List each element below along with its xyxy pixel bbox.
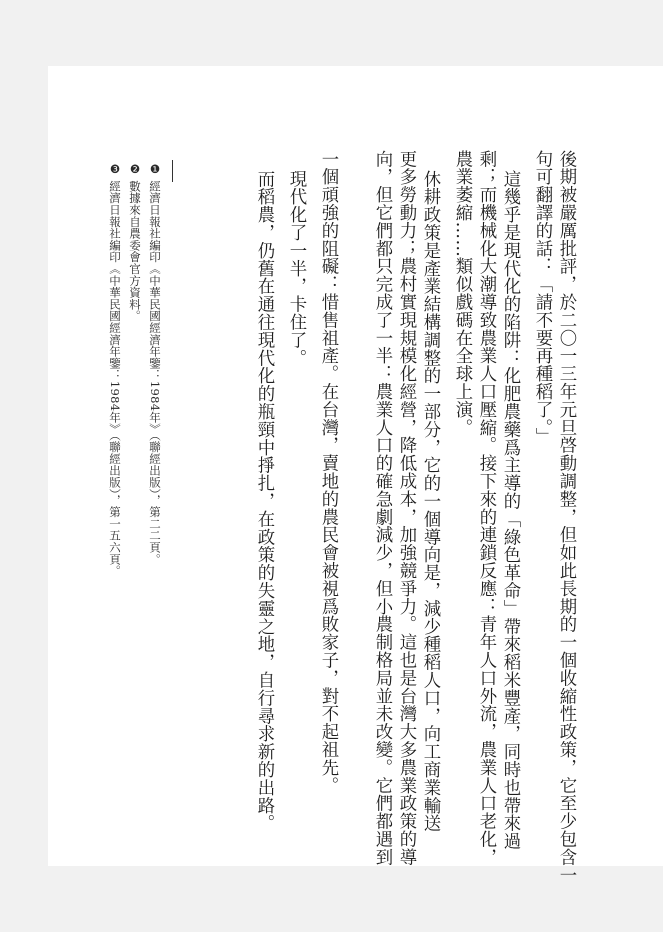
body-text-line: 這幾乎是現代化的陷阱：化肥農藥爲主導的「綠色革命」帶來稻米豐產，同時也帶來過 [500,170,520,851]
footnote: ❷ 數據來自農委會官方資料。 [128,162,142,322]
book-page [48,66,663,884]
footnote: ❸ 經濟日報社編印《中華民國經濟年鑒：1984年》（聯經出版），第一五六頁。 [108,162,122,577]
body-text-line: 更多勞動力；農村實現規模化經營，降低成本，加強競爭力。這也是台灣大多農業政策的導 [396,150,416,866]
body-text-line: 現代化了一半，卡住了。 [286,170,306,367]
body-text-line: 剩；而機械化大潮導致農業人口壓縮。接下來的連鎖反應：青年人口外流，農業人口老化， [476,150,496,866]
body-text-line: 句可翻譯的話：「請不要再種稻了。」 [532,150,552,446]
body-text-line: 休耕政策是產業結構調整的一部分，它的一個導向是，減少種稻人口，向工商業輸送 [420,170,440,833]
body-text-line: 後期被嚴厲批評，於二〇一三年元旦啓動調整，但如此長期的一個收縮性政策，它至少包含一 [556,150,576,884]
body-text-line: 一個頑強的阻礙：惜售祖產。在台灣，賣地的農民會被視爲敗家子，對不起祖先。 [318,150,338,795]
body-text-line: 而稻農，仍舊在通往現代化的瓶頸中掙扎，在政策的失靈之地，自行尋求新的出路。 [254,170,274,833]
footnote: ❶ 經濟日報社編印《中華民國經濟年鑒：1984年》（聯經出版），第二二頁。 [148,162,162,566]
footnote-divider [172,160,173,182]
body-text-line: 農業萎縮……類似戲碼在全球上演。 [452,150,472,437]
body-text-line: 向，但它們都只完成了一半：農業人口的確急劇減少，但小農制格局並未改變。它們都遇到 [372,150,392,866]
